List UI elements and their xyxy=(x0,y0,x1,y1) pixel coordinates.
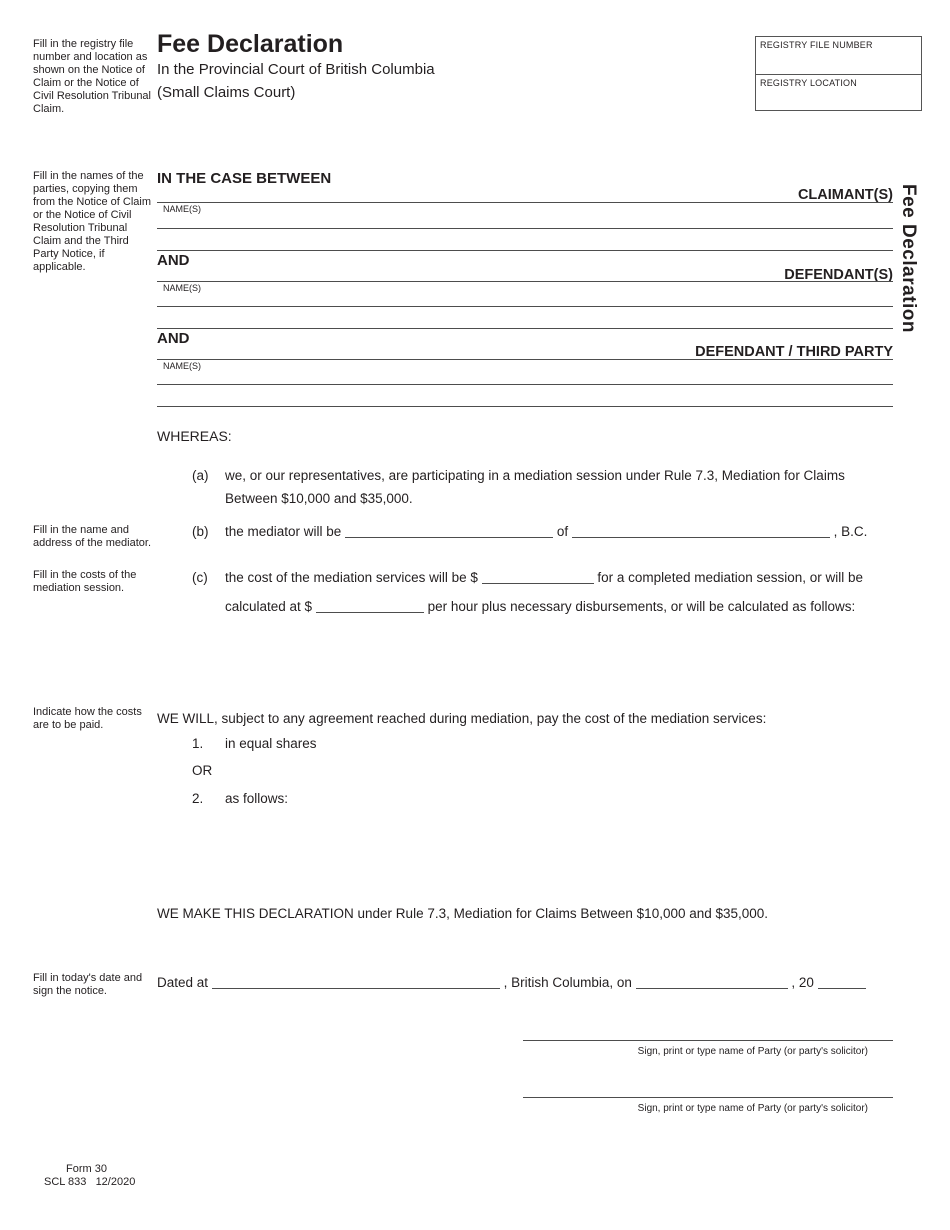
third-party-name-line-2[interactable] xyxy=(157,384,893,385)
defendants-label: DEFENDANT(S) xyxy=(784,267,893,283)
payment-option-2-text: as follows: xyxy=(225,791,289,806)
third-party-names-caption: NAME(S) xyxy=(163,361,201,371)
registry-file-number-box[interactable] xyxy=(755,36,922,75)
margin-note-mediator: Fill in the name and address of the mediator. xyxy=(33,524,152,549)
dated-date-blank[interactable] xyxy=(636,975,788,989)
dated-bc-on-text: , British Columbia, on xyxy=(503,975,632,990)
form-subtitle-court-type: (Small Claims Court) xyxy=(157,84,296,101)
whereas-heading: WHEREAS: xyxy=(157,428,232,444)
payment-option-2-number: 2. xyxy=(192,791,204,806)
third-party-label: DEFENDANT / THIRD PARTY xyxy=(695,344,893,360)
margin-note-payment: Indicate how the costs are to be paid. xyxy=(33,706,142,731)
hourly-rate-text: calculated at $ xyxy=(225,599,313,614)
side-title-vertical: Fee Declaration xyxy=(898,184,919,333)
form-code: SCL 833 12/2020 xyxy=(44,1176,136,1188)
registry-boxes xyxy=(755,36,922,111)
clause-c-number: (c) xyxy=(192,570,208,585)
defendant-names-caption: NAME(S) xyxy=(163,283,201,293)
signature-caption-2: Sign, print or type name of Party (or party's solicitor) xyxy=(637,1103,868,1114)
clause-a-text: we, or our representatives, are participating in a mediation session under Rule 7.3, Mediation for Claims Between $10,000 and $35,000. xyxy=(225,468,845,506)
registry-file-number-label: REGISTRY FILE NUMBER xyxy=(760,40,873,50)
margin-note-date-sign: Fill in today's date and sign the notice. xyxy=(33,972,143,997)
mediator-of-text: of xyxy=(556,524,569,539)
payment-or-label: OR xyxy=(192,763,213,778)
clause-b-text xyxy=(225,520,893,543)
registry-location-box[interactable] xyxy=(755,75,922,111)
margin-note-registry: Fill in the registry file number and location as shown on the Notice of Claim or the Notice of Civil Resolution Tribunal Claim. xyxy=(33,38,151,115)
claimants-label: CLAIMANT(S) xyxy=(797,187,893,203)
payment-option-1-number: 1. xyxy=(192,736,204,751)
payment-option-1-text: in equal shares xyxy=(225,736,317,751)
signature-line-1[interactable] xyxy=(523,1040,893,1041)
claimant-name-line-3[interactable] xyxy=(157,250,893,251)
dated-at-text: Dated at xyxy=(157,975,209,990)
payment-intro: WE WILL, subject to any agreement reached during mediation, pay the cost of the mediation services: xyxy=(157,711,767,726)
registry-location-label: REGISTRY LOCATION xyxy=(760,78,857,88)
mediator-will-be-text: the mediator will be xyxy=(225,524,342,539)
session-cost-blank[interactable] xyxy=(482,570,594,584)
session-cost-text: the cost of the mediation services will be $ xyxy=(225,570,478,585)
third-party-name-line-1[interactable] xyxy=(157,359,893,360)
clause-c-line1 xyxy=(225,566,893,589)
third-party-name-line-3[interactable] xyxy=(157,406,893,407)
defendant-name-line-3[interactable] xyxy=(157,328,893,329)
clause-b-number: (b) xyxy=(192,524,209,539)
and-label-1: AND xyxy=(157,252,190,269)
form-number: Form 30 xyxy=(66,1163,107,1175)
claimant-names-caption: NAME(S) xyxy=(163,204,201,214)
mediator-name-blank[interactable] xyxy=(345,524,553,538)
and-label-2: AND xyxy=(157,330,190,347)
signature-caption-1: Sign, print or type name of Party (or party's solicitor) xyxy=(637,1046,868,1057)
session-cost-tail-text: for a completed mediation session, or will be xyxy=(597,570,864,585)
form-subtitle-court: In the Provincial Court of British Columbia xyxy=(157,61,435,78)
hourly-rate-blank[interactable] xyxy=(316,599,424,613)
dated-line xyxy=(157,975,897,990)
margin-note-parties: Fill in the names of the parties, copying them from the Notice of Claim or the Notice of Civil Resolution Tribunal Claim and the Third Party Notice, if applicable. xyxy=(33,170,151,273)
form-title: Fee Declaration xyxy=(157,30,344,58)
defendant-name-line-2[interactable] xyxy=(157,306,893,307)
clause-b xyxy=(192,520,893,543)
hourly-rate-tail-text: per hour plus necessary disbursements, or will be calculated as follows: xyxy=(427,599,856,614)
mediator-city-blank[interactable] xyxy=(572,524,830,538)
case-heading: IN THE CASE BETWEEN xyxy=(157,170,332,187)
margin-note-costs: Fill in the costs of the mediation session. xyxy=(33,569,137,594)
dated-year-blank[interactable] xyxy=(818,975,866,989)
clause-a-number: (a) xyxy=(192,468,209,483)
defendant-name-line-1[interactable] xyxy=(157,281,893,282)
clause-c xyxy=(192,566,893,618)
claimant-name-line-2[interactable] xyxy=(157,228,893,229)
claimant-name-line-1[interactable] xyxy=(157,202,893,203)
clause-c-line2 xyxy=(225,595,893,618)
dated-year-prefix-text: , 20 xyxy=(791,975,814,990)
declaration-statement: WE MAKE THIS DECLARATION under Rule 7.3, Mediation for Claims Between $10,000 and $35,000. xyxy=(157,906,769,921)
clause-a xyxy=(192,464,893,510)
signature-line-2[interactable] xyxy=(523,1097,893,1098)
dated-place-blank[interactable] xyxy=(212,975,500,989)
mediator-bc-text: , B.C. xyxy=(833,524,868,539)
